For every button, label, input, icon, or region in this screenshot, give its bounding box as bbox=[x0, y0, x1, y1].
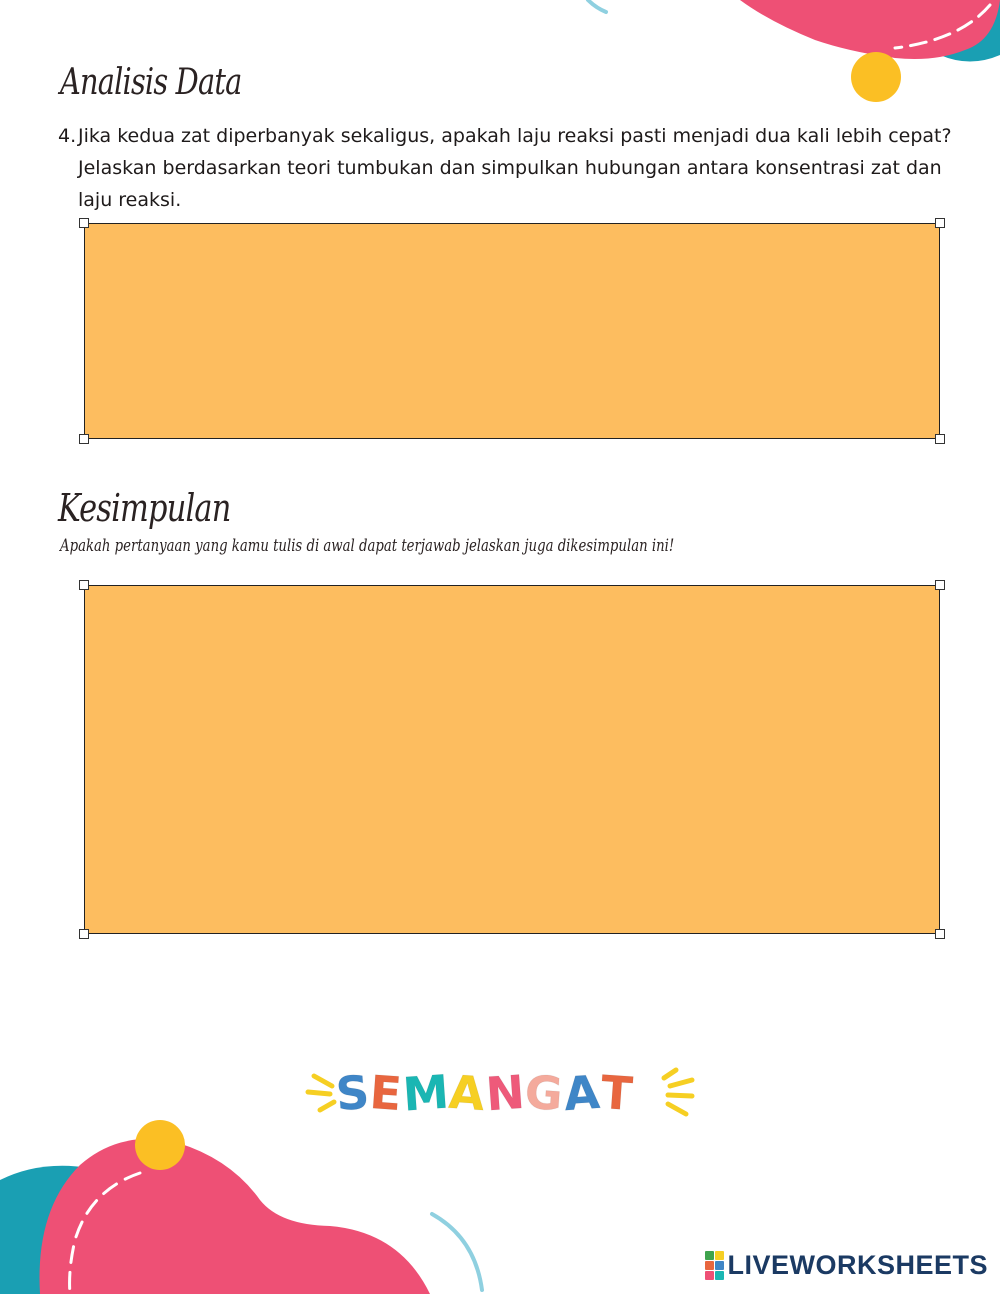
semangat-banner bbox=[300, 1062, 700, 1126]
question-4 bbox=[58, 120, 968, 216]
liveworksheets-brand[interactable] bbox=[705, 1250, 988, 1281]
top-blue-arc bbox=[588, 0, 606, 12]
bottom-yellow-dot bbox=[135, 1120, 185, 1170]
answer-box-question-4[interactable] bbox=[84, 223, 940, 439]
semangat-word bbox=[334, 1064, 636, 1122]
top-yellow-dot bbox=[851, 52, 901, 102]
semangat-letter: E bbox=[368, 1064, 405, 1122]
question-text: Jika kedua zat diperbanyak sekaligus, apakah laju reaksi pasti menjadi dua kali lebih cepat? Jelaskan berdasarkan teori tumbukan dan simpulkan hubungan antara konsentrasi zat dan laju reaksi. bbox=[78, 125, 952, 211]
semangat-letter: G bbox=[523, 1064, 567, 1122]
semangat-letter: M bbox=[400, 1064, 452, 1122]
bottom-blue-arc bbox=[432, 1214, 482, 1290]
resize-handle-bottom-right[interactable] bbox=[935, 434, 945, 444]
semangat-letter: S bbox=[334, 1064, 372, 1122]
resize-handle-top-right[interactable] bbox=[935, 580, 945, 590]
bottom-pink-blob bbox=[40, 1139, 431, 1294]
resize-handle-bottom-right[interactable] bbox=[935, 929, 945, 939]
analisis-data-title: Analisis Data bbox=[60, 62, 242, 103]
semangat-letter: A bbox=[447, 1064, 488, 1122]
answer-box-kesimpulan[interactable] bbox=[84, 585, 940, 934]
resize-handle-top-left[interactable] bbox=[79, 580, 89, 590]
liveworksheets-logo-icon bbox=[705, 1251, 724, 1280]
question-number: 4. bbox=[58, 125, 77, 147]
resize-handle-top-left[interactable] bbox=[79, 218, 89, 228]
semangat-letter: N bbox=[484, 1064, 528, 1122]
semangat-letter: A bbox=[562, 1064, 603, 1122]
kesimpulan-instruction: Apakah pertanyaan yang kamu tulis di awal dapat terjawab jelaskan juga dikesimpulan ini! bbox=[60, 536, 675, 556]
kesimpulan-title: Kesimpulan bbox=[58, 486, 231, 530]
semangat-letter: T bbox=[598, 1064, 636, 1122]
resize-handle-bottom-left[interactable] bbox=[79, 434, 89, 444]
resize-handle-top-right[interactable] bbox=[935, 218, 945, 228]
resize-handle-bottom-left[interactable] bbox=[79, 929, 89, 939]
brand-name: LIVEWORKSHEETS bbox=[727, 1250, 988, 1280]
